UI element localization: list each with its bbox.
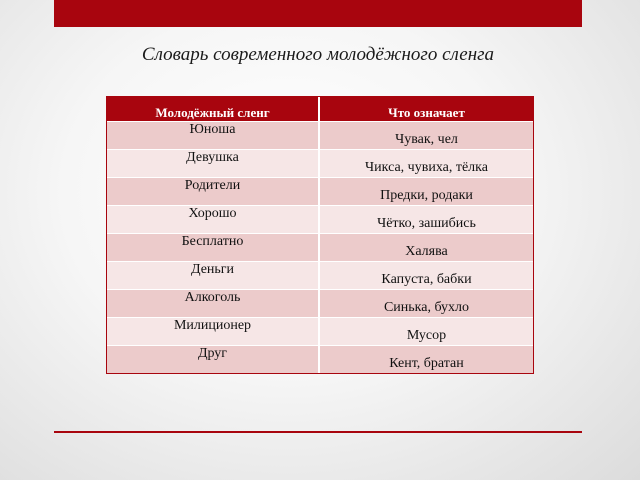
slang-cell: Алкоголь <box>107 290 319 318</box>
slang-cell: Друг <box>107 346 319 374</box>
meaning-cell: Мусор <box>319 318 533 346</box>
table-header-row <box>107 97 533 122</box>
slide-title: Словарь современного молодёжного сленга <box>141 44 495 65</box>
slang-cell: Милиционер <box>107 318 319 346</box>
slang-cell: Деньги <box>107 262 319 290</box>
table-row <box>107 318 533 346</box>
slang-cell: Юноша <box>107 122 319 150</box>
meaning-cell: Предки, родаки <box>319 178 533 206</box>
meaning-cell: Кент, братан <box>319 346 533 374</box>
meaning-cell: Капуста, бабки <box>319 262 533 290</box>
table-row <box>107 178 533 206</box>
bottom-divider <box>54 431 582 433</box>
slang-cell: Родители <box>107 178 319 206</box>
table-row <box>107 122 533 150</box>
top-accent-bar <box>54 0 582 27</box>
table-row <box>107 206 533 234</box>
meaning-cell: Чётко, зашибись <box>319 206 533 234</box>
table-row <box>107 262 533 290</box>
slang-cell: Бесплатно <box>107 234 319 262</box>
header-slang: Молодёжный сленг <box>107 97 319 122</box>
meaning-cell: Чувак, чел <box>319 122 533 150</box>
table-row <box>107 346 533 374</box>
table-row <box>107 290 533 318</box>
slang-cell: Девушка <box>107 150 319 178</box>
meaning-cell: Халява <box>319 234 533 262</box>
header-meaning: Что означает <box>319 97 533 122</box>
table-row <box>107 150 533 178</box>
meaning-cell: Синька, бухло <box>319 290 533 318</box>
meaning-cell: Чикса, чувиха, тёлка <box>319 150 533 178</box>
table-row <box>107 234 533 262</box>
slang-table <box>107 97 533 373</box>
slang-cell: Хорошо <box>107 206 319 234</box>
